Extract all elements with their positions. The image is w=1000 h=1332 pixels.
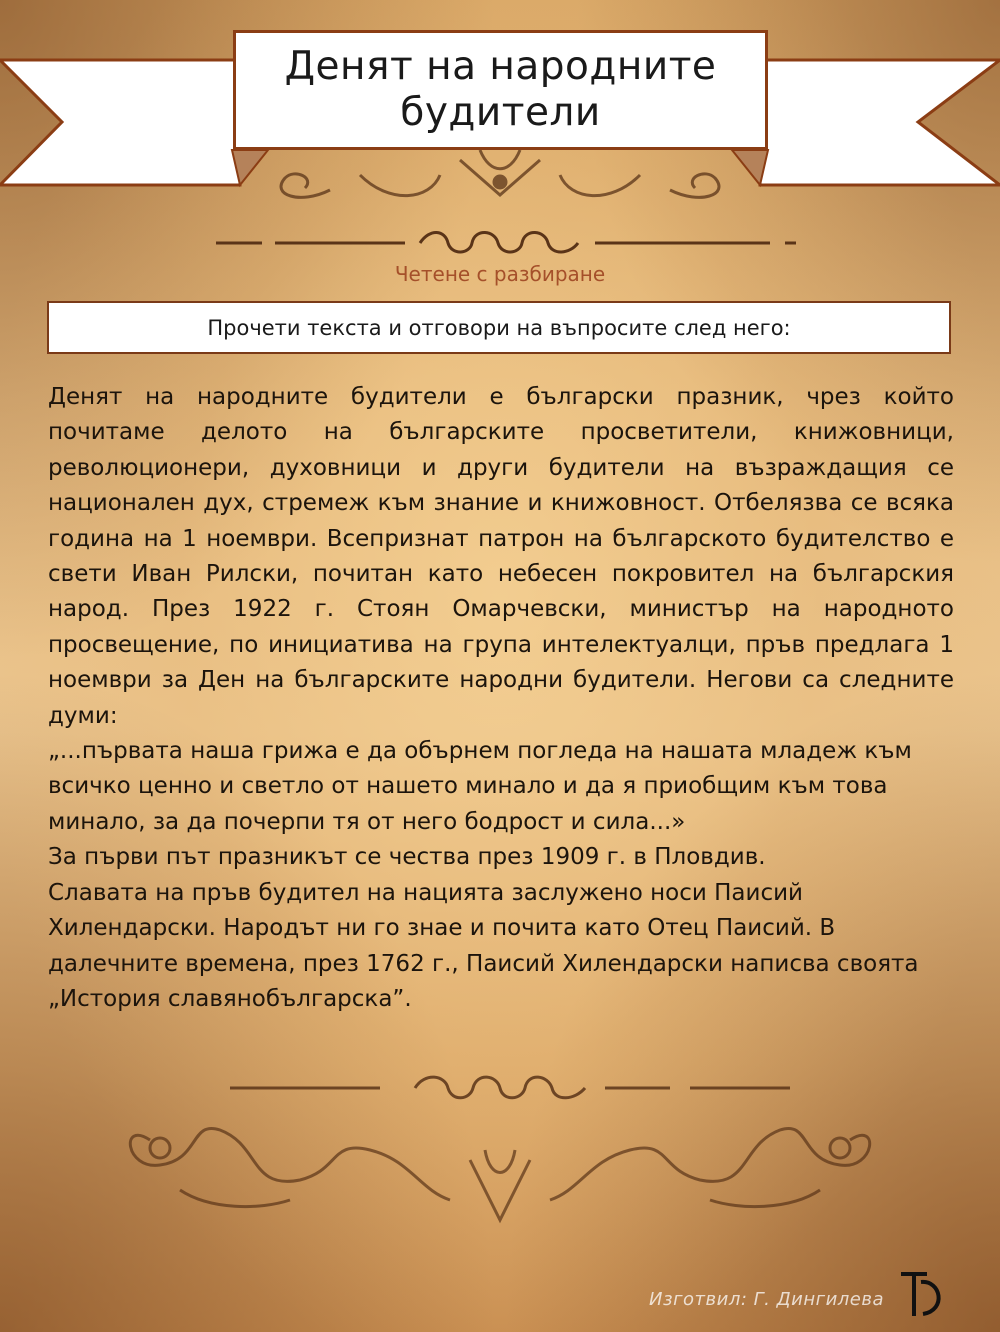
paragraph-1: Денят на народните будители е български празник, чрез който почитаме делото на българските просветители, книжовници, революционери, духовници и други будители на възраждащия се национален дух, стремеж към знание и книжовност. Отбелязва се всяка година на 1 ноември. Всепризнат патрон на българското будителство е свети Иван Рилски, почитан като небесен покровител на българския народ. През 1922 г. Стоян Омарчевски, министър на народното просвещение, по инициатива на група интелектуалци, пръв предлага 1 ноември за Ден на българските народни будители. Негови са следните думи:	[48, 384, 954, 729]
top-flourish-ornament	[281, 150, 719, 197]
quote-paragraph: „...първата наша грижа е да обърнем погледа на нашата младеж към всичко ценно и светло от нашето минало и да я приобщим към това минало, за да почерпи тя от него бодрост и сила...»	[48, 738, 912, 835]
subtitle: Четене с разбиране	[394, 262, 606, 286]
top-divider-ornament	[216, 232, 796, 252]
title-box	[233, 30, 768, 150]
paragraph-2: За първи път празникът се чества през 1909 г. в Пловдив.	[48, 844, 766, 871]
instruction-box	[47, 301, 951, 354]
page-title-line2: будители	[400, 90, 601, 135]
page-title-line1: Денят на народните	[284, 44, 717, 89]
reading-text	[48, 380, 954, 1017]
author-credit: Изготвил: Г. Дингилева	[649, 1289, 884, 1310]
instruction-text: Прочети текста и отговори на въпросите след него:	[207, 315, 791, 340]
paragraph-3: Славата на пръв будител на нацията заслужено носи Паисий Хилендарски. Народът ни го знае и почита като Отец Паисий. В далечните времена, през 1762 г., Паисий Хилендарски написва своята „История славянобългарска”.	[48, 879, 919, 1012]
bottom-flourish-ornament	[0, 1060, 1000, 1260]
gd-monogram-icon	[897, 1268, 949, 1322]
